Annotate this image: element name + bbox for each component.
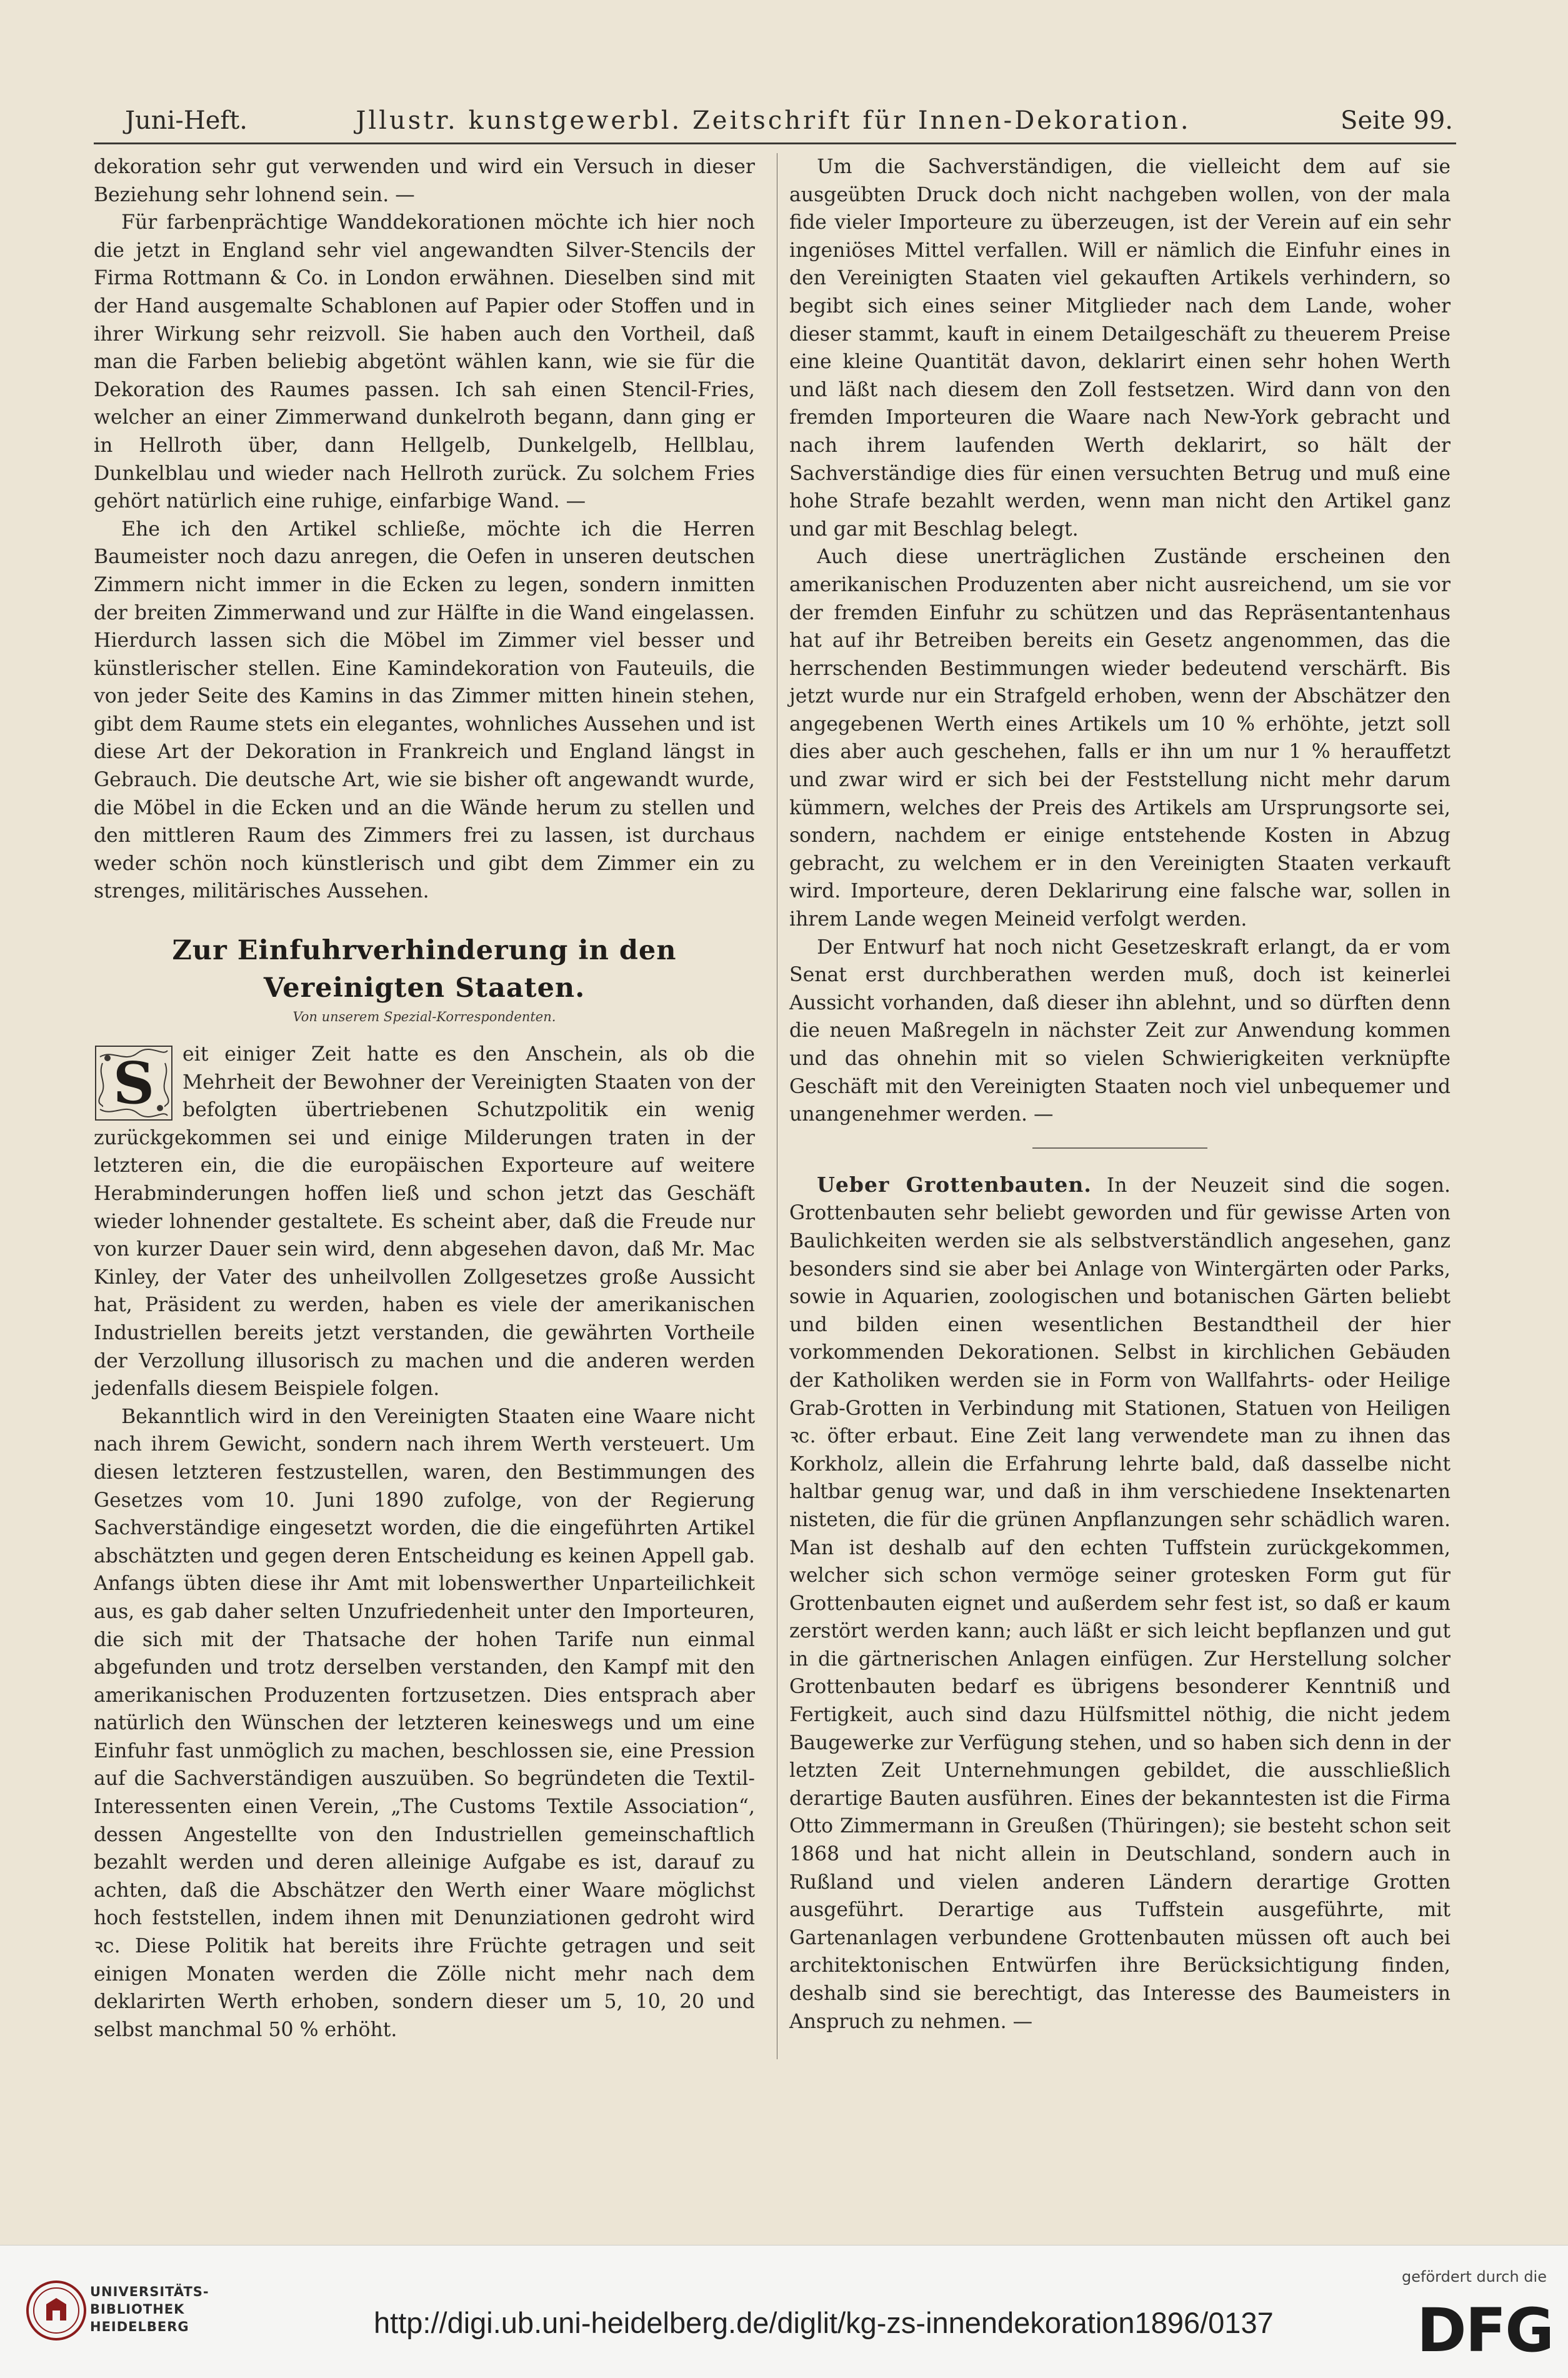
left-column xyxy=(94,153,755,2044)
header-issue: Juni-Heft. xyxy=(125,106,248,135)
section-heading: Zur Einfuhrverhinderung in den Vereinigten Staaten. xyxy=(172,935,677,1004)
section-byline: Von unserem Spezial-Korrespondenten. xyxy=(292,1009,556,1025)
paragraph-with-runin-heading xyxy=(789,1171,1451,2036)
uni-line: BIBLIOTHEK xyxy=(90,2302,185,2317)
paragraph: Um die Sachverständigen, die vielleicht dem auf sie ausgeübten Druck doch nicht nachgeben wollen, von der mala fide vieler Importeure zu überzeugen, ist der Verein auf ein sehr ingeniöses Mittel verfallen. Will er nämlich die Einfuhr eines in den Vereinigten Staaten viel gekauften Artikels verhindern, so begibt sich eines seiner Mitglieder nach dem Lande, woher dieser stammt, kauft in einem Detailgeschäft zu theuerem Preise eine kleine Quantität davon, deklarirt einen sehr hohen Werth und läßt nach diesem den Zoll festsetzen. Wird dann von den fremden Importeuren die Waare nach New-York gebracht und nach ihrem laufenden Werth deklarirt, so hält der Sachverständige dies für einen versuchten Betrug und muß eine hohe Strafe bezahlt werden, wenn man nicht den Artikel ganz und gar mit Beschlag belegt. xyxy=(789,156,1451,541)
paragraph: dekoration sehr gut verwenden und wird ein Versuch in dieser Beziehung sehr lohnend sein. — xyxy=(94,156,755,206)
paragraph: Für farbenprächtige Wanddekorationen möchte ich hier noch die jetzt in England sehr viel angewandten Silver-Stencils der Firma Rottmann & Co. in London erwähnen. Dieselben sind mit der Hand ausgemalte Schablonen auf Papier oder Stoffen und in ihrer Wirkung sehr reizvoll. Sie haben auch den Vortheil, daß man die Farben beliebig abgetönt wählen kann, wie sie für die Dekoration des Raumes passen. Ich sah einen Stencil-Fries, welcher an einer Zimmerwand dunkelroth begann, dann ging er in Hellroth über, dann Hellgelb, Dunkelgelb, Hellblau, Dunkelblau und wieder nach Hellroth zurück. Zu solchem Fries gehört natürlich eine ruhige, einfarbige Wand. — xyxy=(94,211,755,513)
header-journal-title: Jllustr. kunstgewerbl. Zeitschrift für Innen-Dekoration. xyxy=(356,106,1191,135)
header-rule xyxy=(94,142,1456,144)
dfg-logo-text: DFG xyxy=(1416,2296,1553,2366)
paragraph: Der Entwurf hat noch nicht Gesetzeskraft erlangt, da er vom Senat erst durchberathen werden muß, doch ist keinerlei Aussicht vorhanden, daß dieser ihn ablehnt, und so dürften denn die neuen Maßregeln in nächster Zeit zur Anwendung kommen und das ohnehin mit so vielen Schwierigkeiten verknüpfte Geschäft mit den Vereinigten Staaten noch viel unbequemer und unangenehmer werden. — xyxy=(789,936,1451,1126)
initial-letter: S xyxy=(112,1049,155,1117)
digitization-footer xyxy=(0,2245,1568,2378)
section-separator xyxy=(1032,1147,1207,1149)
paragraph-text: eit einiger Zeit hatte es den Anschein, als ob die Mehrheit der Bewohner der Vereinigten Staaten von der befolgten übertriebenen Schutzpolitik ein wenig zurückgekommen sei und einige Milderungen traten in der letzteren ein, die die europäischen Exporteure auf weitere Herabminderungen hoffen ließ und schon jetzt das Geschäft wieder lohnender gestaltete. Es scheint aber, daß die Freude nur von kurzer Dauer sein wird, denn abgesehen davon, daß Mr. Mac Kinley, der Vater des unheilvollen Zollgesetzes große Aussicht hat, Präsident zu werden, haben es viele der amerikanischen Industriellen bereits jetzt verstanden, die gewährten Vortheile der Verzollung illusorisch zu machen und die anderen werden jedenfalls diesem Beispiele folgen. xyxy=(94,1043,755,1401)
paragraph-text: In der Neuzeit sind die sogen. Grottenbauten sehr beliebt geworden und für gewisse Arten von Baulichkeiten werden sie als selbstverständlich angesehen, ganz besonders sind sie aber bei Anlage von Wintergärten oder Parks, sowie in Aquarien, zoologischen und botanischen Gärten beliebt und bilden einen wesentlichen Bestandtheil der hier vorkommenden Dekorationen. Selbst in kirchlichen Gebäuden der Katholiken werden sie in Form von Wallfahrts- oder Heilige Grab-Grotten in Verbindung mit Stationen, Statuen von Heiligen ꝛc. öfter erbaut. Eine Zeit lang verwendete man zu ihnen das Korkholz, allein die Erfahrung lehrte bald, daß dasselbe nicht haltbar genug war, und daß in ihm verschiedene Insektenarten nisteten, die für die grünen Anpflanzungen sehr schädlich waren. Man ist deshalb auf den echten Tuffstein zurückgekommen, welcher sich schon vermöge seiner grotesken Form gut für Grottenbauten eignet und außerdem sehr fest ist, so daß er kaum zerstört werden kann; auch läßt er sich leicht bepflanzen und gut in die gärtnerischen Anlagen einfügen. Zur Herstellung solcher Grottenbauten bedarf es übrigens besonderer Kenntniß und Fertigkeit, auch sind dazu Hülfsmittel nöthig, die nicht jedem Baugewerke zur Verfügung stehen, und so haben sich denn in der letzten Zeit Unternehmungen gebildet, die ausschließlich derartige Bauten ausführen. Eines der bekanntesten ist die Firma Otto Zimmermann in Greußen (Thüringen); sie besteht schon seit 1868 und hat nicht allein in Deutschland, sondern auch in Rußland und vielen anderen Ländern derartige Grotten ausgeführt. Derartige aus Tuffstein ausgeführte, mit Gartenanlagen verbundene Grottenbauten müssen oft auch bei architektonischen Entwürfen ihre Berücksichtigung finden, deshalb sind sie berechtigt, das Interesse des Baumeisters in Anspruch zu nehmen. — xyxy=(789,1174,1451,2033)
dfg-caption: gefördert durch die xyxy=(1402,2268,1547,2286)
header-page-number: Seite 99. xyxy=(1341,106,1453,135)
paragraph: Bekanntlich wird in den Vereinigten Staaten eine Waare nicht nach ihrem Gewicht, sondern nach ihrem Werth versteuert. Um diesen letzteren festzustellen, waren, den Bestimmungen des Gesetzes vom 10. Juni 1890 zufolge, von der Regierung Sachverständige eingesetzt worden, die die eingeführten Artikel abschätzten und gegen deren Entscheidung es keinen Appell gab. Anfangs übten diese ihr Amt mit lobenswerther Unparteilichkeit aus, es gab daher selten Unzufriedenheit unter den Importeuren, die sich mit der Thatsache der hohen Tarife nun einmal abgefunden und trotz derselben verstanden, den Kampf mit den amerikanischen Produzenten fortzusetzen. Dies entsprach aber natürlich den Wünschen der letzteren keineswegs und um eine Einfuhr fast unmöglich zu machen, beschlossen sie, eine Pression auf die Sachverständigen auszuüben. So begründeten die Textil-Interessenten einen Verein, „The Customs Textile Association“, dessen Angestellte von den Industriellen gemeinschaftlich bezahlt werden und deren alleinige Aufgabe es ist, darauf zu achten, daß die Abschätzer den Werth einer Waare möglichst hoch feststellen, indem ihnen mit Denunziationen gedroht wird ꝛc. Diese Politik hat bereits ihre Früchte getragen und seit einigen Monaten werden die Zölle nicht mehr nach dem deklarirten Werth erhoben, sondern dieser um 5, 10, 20 und selbst manchmal 50 % erhöht. xyxy=(94,1405,755,2041)
paragraph: Ehe ich den Artikel schließe, möchte ich die Herren Baumeister noch dazu anregen, die Oefen in unseren deutschen Zimmern nicht immer in die Ecken zu legen, sondern inmitten der breiten Zimmerwand und zur Hälfte in die Wand eingelassen. Hierdurch lassen sich die Möbel im Zimmer viel besser und künstlerischer stellen. Eine Kamindekoration von Fauteuils, die von jeder Seite des Kamins in das Zimmer mitten hinein stehen, gibt dem Raume stets ein elegantes, wohnliches Aussehen und ist diese Art der Dekoration in Frankreich und England längst in Gebrauch. Die deutsche Art, wie sie bisher oft angewandt wurde, die Möbel in die Ecken und an die Wände herum zu stellen und den mittleren Raum des Zimmers frei zu lassen, ist durchaus weder schön noch künstlerisch und gibt dem Zimmer ein zu strenges, militärisches Aussehen. xyxy=(94,517,755,903)
paragraph-with-initial xyxy=(94,1041,755,1403)
uni-line: UNIVERSITÄTS- xyxy=(90,2284,209,2299)
paragraph: Auch diese unerträglichen Zustände erscheinen den amerikanischen Produzenten aber nicht ausreichend, um sie vor der fremden Einfuhr zu schützen und das Repräsentantenhaus hat auf ihr Betreiben bereits ein Gesetz angenommen, das die herrschenden Bestimmungen wieder bedeutend verschärft. Bis jetzt wurde nur ein Strafgeld erhoben, wenn der Abschätzer den angegebenen Werth eines Artikels um 10 % erhöhte, jetzt soll dies aber auch geschehen, falls er ihn um nur 1 % herauffetzt und zwar wird er sich bei der Feststellung nicht mehr darum kümmern, welches der Preis des Artikels am Ursprungsorte sei, sondern, nachdem er einige entstehende Kosten in Abzug gebracht, zu welchem er in den Vereinigten Staaten verkauft wird. Importeure, deren Deklarirung eine falsche war, sollen in ihrem Lande wegen Meineid verfolgt werden. xyxy=(789,546,1451,931)
right-column xyxy=(789,153,1451,2036)
uni-line: HEIDELBERG xyxy=(90,2319,189,2334)
ornamental-initial xyxy=(94,1044,174,1122)
dfg-funding-logo[interactable] xyxy=(1391,2268,1553,2368)
source-url-link[interactable]: http://digi.ub.uni-heidelberg.de/diglit/kg-zs-innendekoration1896/0137 xyxy=(374,2306,1274,2339)
university-library-logo[interactable] xyxy=(25,2272,212,2353)
runin-heading: Ueber Grottenbauten. xyxy=(817,1172,1092,1197)
university-seal-icon xyxy=(25,2279,87,2342)
university-library-name xyxy=(90,2283,209,2336)
running-header xyxy=(87,100,1459,144)
